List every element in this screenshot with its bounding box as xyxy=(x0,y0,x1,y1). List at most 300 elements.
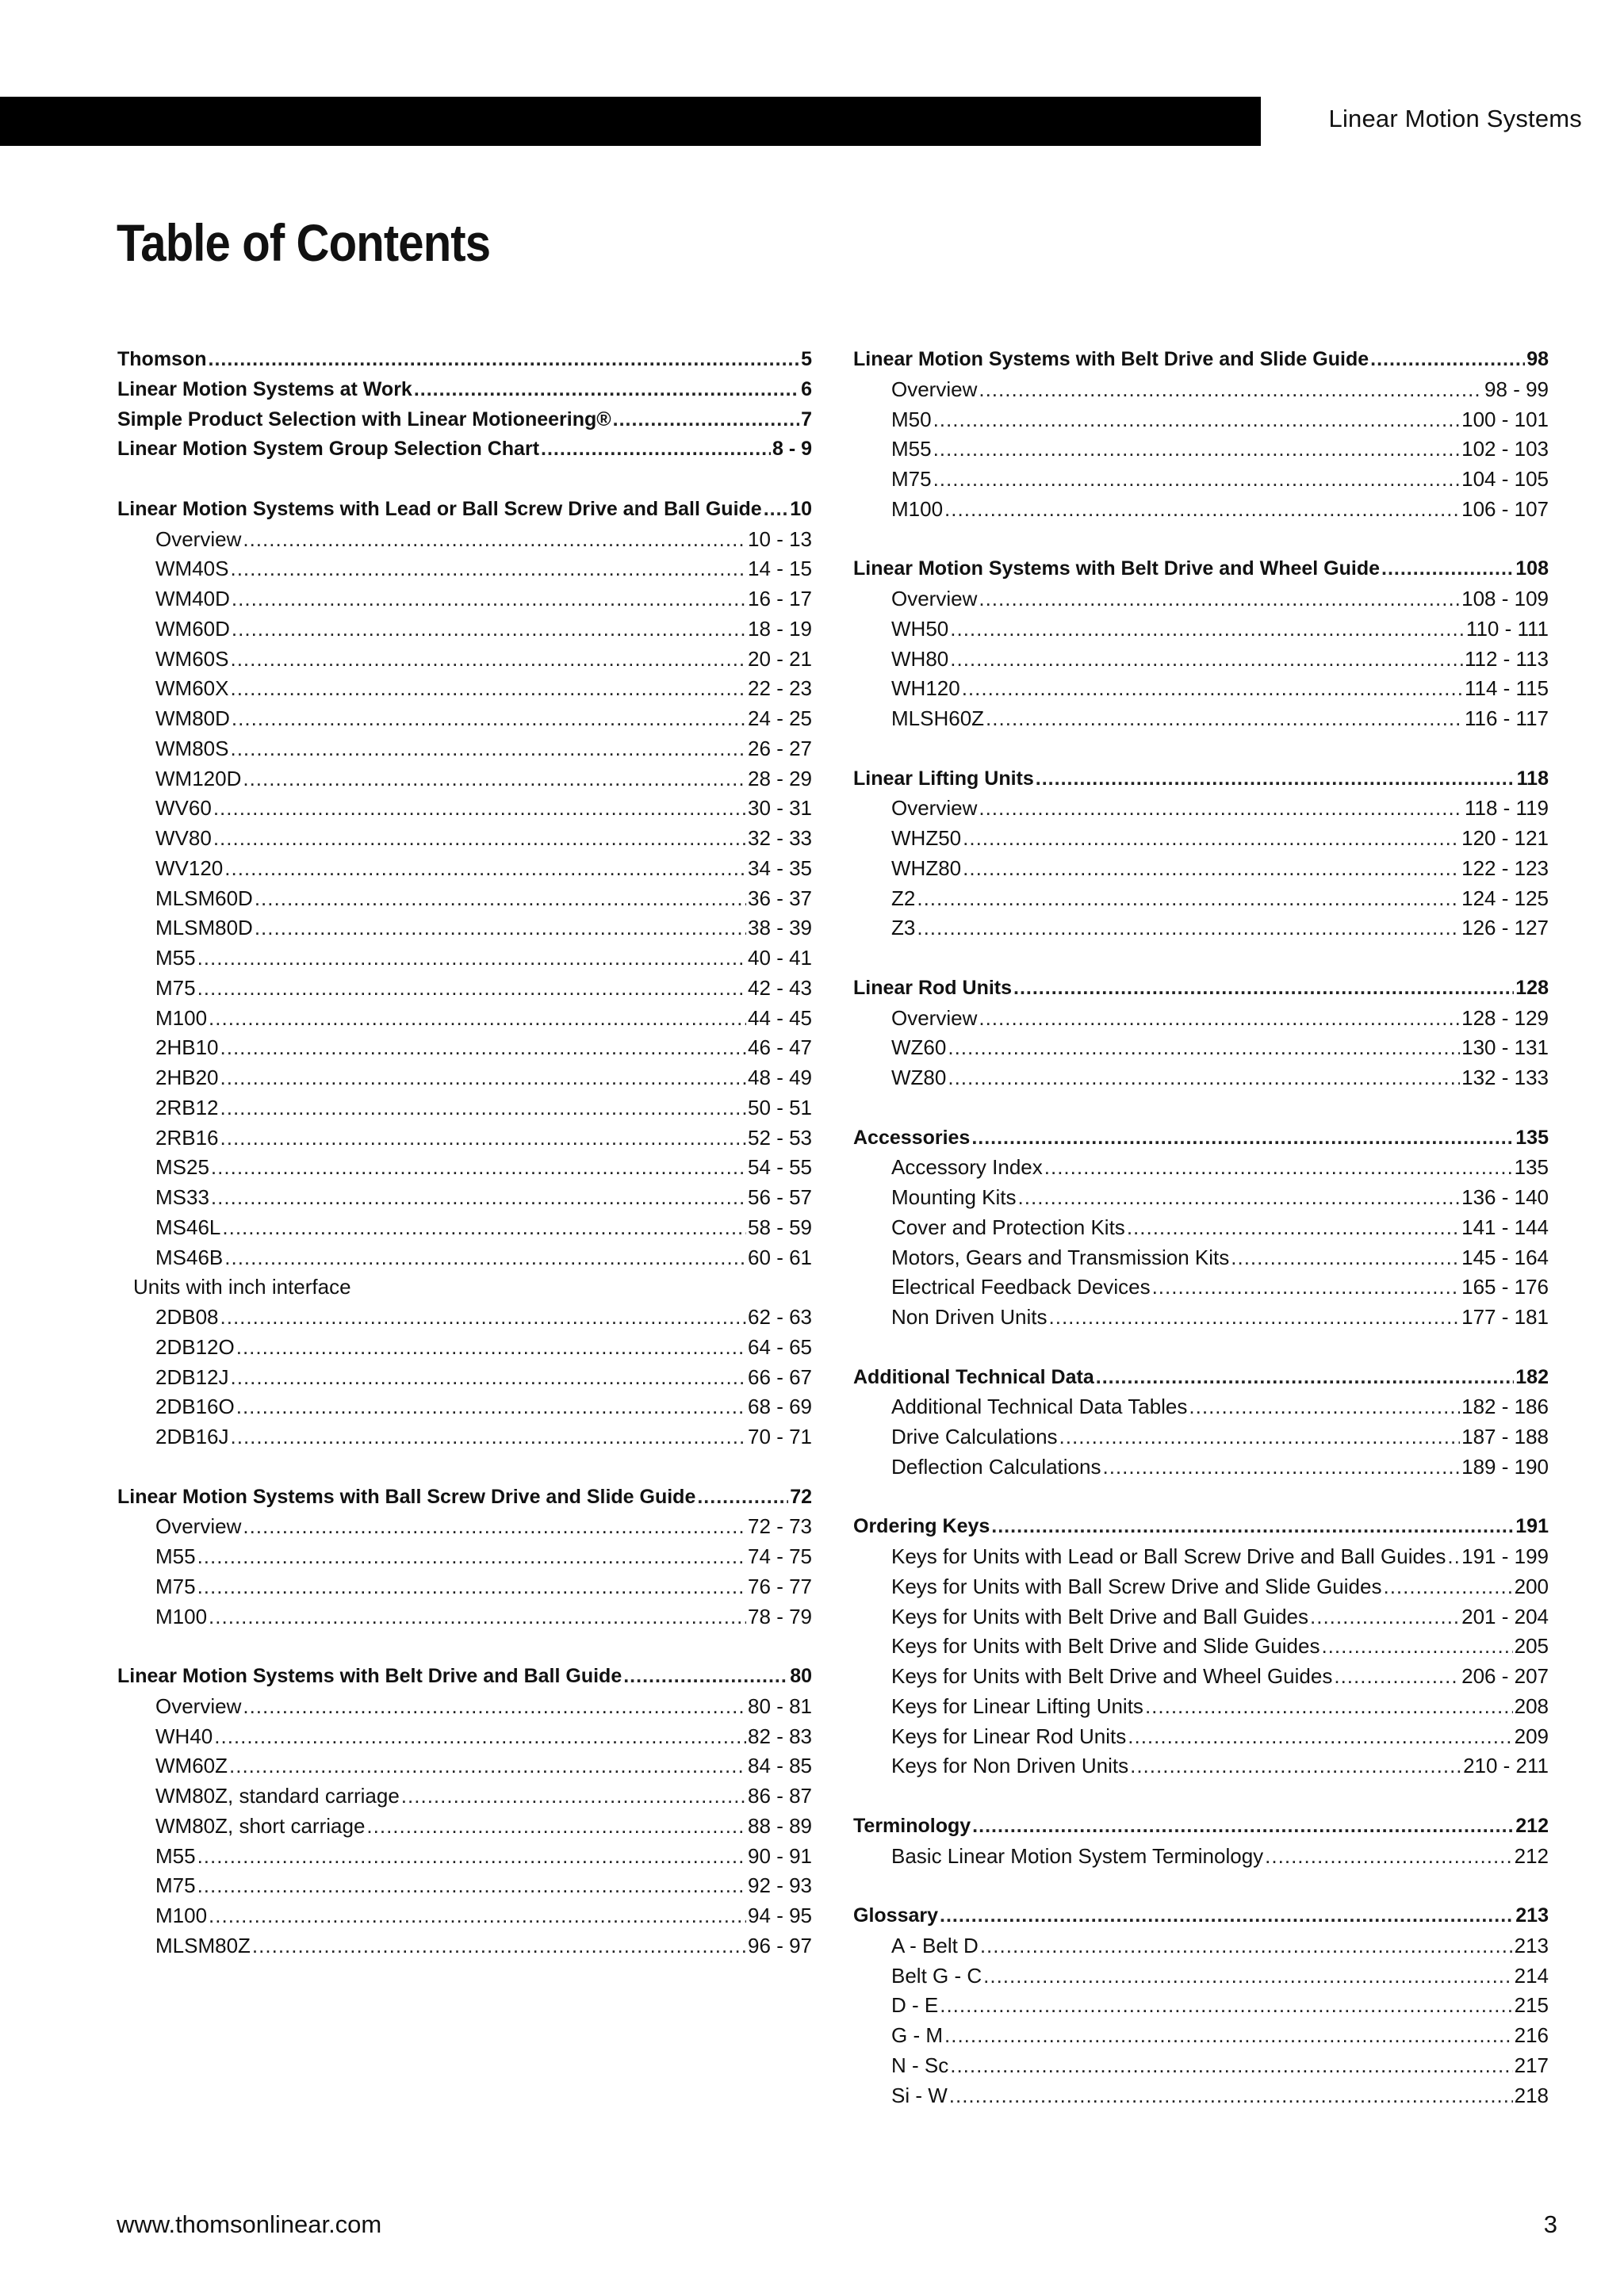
toc-entry[interactable] xyxy=(117,1303,812,1333)
toc-entry-label: MS46B xyxy=(155,1245,224,1269)
toc-page-number: 80 xyxy=(790,1665,812,1687)
toc-page-number: 136 - 140 xyxy=(1461,1185,1549,1209)
toc-entry[interactable] xyxy=(853,645,1549,675)
toc-page-number: 182 xyxy=(1515,1365,1549,1388)
toc-dot-leader xyxy=(950,2051,1512,2081)
toc-dot-leader xyxy=(944,495,1460,525)
toc-entry[interactable] xyxy=(853,1183,1549,1213)
toc-page-number: 122 - 123 xyxy=(1461,855,1549,880)
toc-spacer xyxy=(853,1093,1549,1123)
toc-dot-leader xyxy=(197,943,746,974)
toc-entry-label: M100 xyxy=(155,1604,208,1628)
toc-entry[interactable] xyxy=(117,1153,812,1183)
toc-dot-leader xyxy=(1049,1303,1461,1333)
toc-entry[interactable] xyxy=(853,1602,1549,1632)
toc-dot-leader xyxy=(220,1093,747,1123)
toc-page-number: 30 - 31 xyxy=(748,796,812,821)
toc-entry-label: M55 xyxy=(155,1544,196,1568)
toc-entry-label: Linear Motion Systems with Belt Drive and Wheel Guide xyxy=(853,557,1381,580)
toc-entry[interactable] xyxy=(853,1303,1549,1333)
toc-entry-label: MS33 xyxy=(155,1185,209,1209)
toc-entry[interactable] xyxy=(853,704,1549,734)
toc-spacer xyxy=(853,525,1549,555)
toc-page-number: 98 - 99 xyxy=(1484,377,1549,401)
toc-page-number: 209 xyxy=(1514,1724,1549,1748)
toc-dot-leader xyxy=(197,1542,746,1572)
toc-entry-label: Keys for Non Driven Units xyxy=(891,1754,1129,1778)
toc-dot-leader xyxy=(1044,1153,1513,1183)
footer-page-number: 3 xyxy=(1543,2210,1557,2238)
toc-entry-label: WH40 xyxy=(155,1724,213,1748)
toc-entry[interactable] xyxy=(853,1272,1549,1303)
toc-page-number: 120 - 121 xyxy=(1461,826,1549,850)
toc-entry[interactable] xyxy=(117,794,812,824)
toc-entry[interactable] xyxy=(117,1392,812,1422)
toc-page-number: 6 xyxy=(801,377,812,400)
toc-entry[interactable] xyxy=(117,854,812,884)
toc-dot-leader xyxy=(1383,1572,1512,1602)
toc-dot-leader xyxy=(1447,1542,1460,1572)
toc-entry[interactable] xyxy=(853,794,1549,824)
toc-dot-leader xyxy=(613,405,799,435)
toc-entry[interactable] xyxy=(853,1213,1549,1243)
toc-entry[interactable] xyxy=(117,764,812,794)
toc-dot-leader xyxy=(197,1572,746,1602)
toc-page-number: 16 - 17 xyxy=(748,587,812,610)
toc-dot-leader xyxy=(933,405,1461,435)
toc-dot-leader xyxy=(944,2021,1513,2051)
toc-page-number: 34 - 35 xyxy=(748,855,812,880)
toc-entry-label: WM40S xyxy=(155,557,229,581)
toc-entry-label: WM80Z, short carriage xyxy=(155,1813,366,1838)
toc-page-number: 213 xyxy=(1514,1933,1549,1957)
toc-heading[interactable] xyxy=(853,1512,1549,1542)
toc-entry[interactable] xyxy=(117,734,812,764)
toc-entry[interactable] xyxy=(117,1333,812,1363)
toc-page-number: 78 - 79 xyxy=(748,1604,812,1628)
toc-entry[interactable] xyxy=(117,1123,812,1154)
toc-entry-label: Linear Motion Systems with Belt Drive and Slide Guide xyxy=(853,348,1369,370)
toc-entry[interactable] xyxy=(853,1632,1549,1662)
toc-page-number: 68 - 69 xyxy=(748,1395,812,1419)
toc-entry-label: WM60S xyxy=(155,646,229,671)
toc-dot-leader xyxy=(230,645,746,675)
toc-entry-label: Linear Lifting Units xyxy=(853,767,1034,790)
toc-entry[interactable] xyxy=(117,1602,812,1632)
toc-page-number: 5 xyxy=(801,348,812,370)
toc-entry[interactable] xyxy=(117,1871,812,1901)
toc-dot-leader xyxy=(1152,1272,1461,1303)
toc-entry[interactable] xyxy=(853,1751,1549,1781)
section-title: Linear Motion Systems xyxy=(1328,105,1582,132)
toc-dot-leader xyxy=(197,974,746,1004)
toc-entry-label: Keys for Units with Lead or Ball Screw Drive and Ball Guides xyxy=(891,1544,1446,1568)
toc-dot-leader xyxy=(209,1004,746,1034)
toc-entry-label: Overview xyxy=(891,796,978,821)
toc-spacer xyxy=(853,1781,1549,1812)
toc-dot-leader xyxy=(949,2081,1513,2111)
toc-page-number: 200 xyxy=(1514,1574,1549,1598)
toc-entry[interactable] xyxy=(853,1033,1549,1063)
toc-dot-leader xyxy=(220,1123,747,1154)
toc-page-number: 22 - 23 xyxy=(748,676,812,701)
toc-dot-leader xyxy=(220,1033,747,1063)
toc-entry[interactable] xyxy=(853,1991,1549,2021)
toc-dot-leader xyxy=(414,375,799,405)
toc-page-number: 96 - 97 xyxy=(748,1933,812,1957)
toc-dot-leader xyxy=(940,1901,1514,1931)
toc-page-number: 72 - 73 xyxy=(748,1514,812,1539)
toc-heading[interactable] xyxy=(853,1363,1549,1393)
toc-page-number: 38 - 39 xyxy=(748,916,812,940)
toc-page-number: 90 - 91 xyxy=(748,1843,812,1868)
toc-entry-label: Units with inch interface xyxy=(133,1275,351,1299)
toc-page-number: 24 - 25 xyxy=(748,706,812,730)
toc-page-number: 114 - 115 xyxy=(1464,676,1549,701)
toc-heading[interactable] xyxy=(853,554,1549,584)
toc-heading[interactable] xyxy=(117,405,812,435)
toc-entry-label: A - Belt D xyxy=(891,1933,979,1957)
page-title: Table of Contents xyxy=(117,213,491,272)
toc-page-number: 210 - 211 xyxy=(1463,1754,1549,1778)
toc-heading[interactable] xyxy=(117,375,812,405)
toc-dot-leader xyxy=(1036,764,1515,794)
toc-entry-label: 2DB08 xyxy=(155,1305,219,1329)
toc-entry-label: M100 xyxy=(891,496,944,521)
toc-entry[interactable] xyxy=(117,525,812,555)
toc-heading[interactable] xyxy=(853,345,1549,375)
toc-entry[interactable] xyxy=(853,1392,1549,1422)
toc-entry-label: Deflection Calculations xyxy=(891,1454,1101,1479)
toc-dot-leader xyxy=(948,1033,1460,1063)
toc-entry-label: WZ60 xyxy=(891,1035,947,1060)
toc-entry-label: WM60Z xyxy=(155,1754,228,1778)
toc-entry[interactable] xyxy=(853,465,1549,495)
toc-entry-label: Keys for Units with Ball Screw Drive and Slide Guides xyxy=(891,1574,1382,1598)
toc-dot-leader xyxy=(979,375,1483,405)
toc-heading[interactable] xyxy=(853,1812,1549,1842)
toc-page-number: 126 - 127 xyxy=(1461,916,1549,940)
toc-heading[interactable] xyxy=(853,974,1549,1004)
toc-entry[interactable] xyxy=(117,1363,812,1393)
toc-dot-leader xyxy=(1059,1422,1461,1452)
toc-entry[interactable] xyxy=(853,434,1549,465)
toc-spacer xyxy=(853,1333,1549,1363)
toc-entry[interactable] xyxy=(117,674,812,704)
toc-dot-leader xyxy=(623,1662,788,1692)
toc-entry-label: WM60X xyxy=(155,676,229,701)
toc-entry[interactable] xyxy=(117,974,812,1004)
toc-page-number: 128 - 129 xyxy=(1461,1005,1549,1030)
toc-entry[interactable] xyxy=(117,1512,812,1542)
toc-entry-label: M55 xyxy=(155,946,196,970)
toc-page-number: 177 - 181 xyxy=(1461,1305,1549,1329)
toc-entry[interactable] xyxy=(117,1183,812,1213)
toc-entry-label: Keys for Units with Belt Drive and Slide Guides xyxy=(891,1634,1320,1659)
toc-entry-label: Z3 xyxy=(891,916,916,940)
toc-entry[interactable] xyxy=(853,1452,1549,1483)
toc-spacer xyxy=(117,465,812,495)
toc-page-number: 100 - 101 xyxy=(1461,407,1549,431)
toc-page-number: 106 - 107 xyxy=(1461,496,1549,521)
toc-page-number: 28 - 29 xyxy=(748,766,812,790)
toc-entry-label: Overview xyxy=(891,1005,978,1030)
toc-entry[interactable] xyxy=(853,2021,1549,2051)
toc-dot-leader xyxy=(1265,1842,1512,1872)
toc-entry[interactable] xyxy=(117,1004,812,1034)
toc-spacer xyxy=(117,1452,812,1483)
toc-entry-label: 2DB16O xyxy=(155,1395,235,1419)
toc-dot-leader xyxy=(541,434,771,465)
toc-dot-leader xyxy=(697,1483,788,1513)
toc-heading[interactable] xyxy=(117,1483,812,1513)
toc-page-number: 86 - 87 xyxy=(748,1784,812,1808)
toc-entry-label: WM60D xyxy=(155,616,230,641)
toc-entry[interactable] xyxy=(853,854,1549,884)
toc-entry[interactable] xyxy=(117,1542,812,1572)
toc-entry-label: Overview xyxy=(155,1514,242,1539)
toc-page-number: 7 xyxy=(801,408,812,430)
toc-page-number: 82 - 83 xyxy=(748,1724,812,1748)
toc-dot-leader xyxy=(224,854,746,884)
toc-page-number: 66 - 67 xyxy=(748,1364,812,1389)
toc-entry[interactable] xyxy=(117,1781,812,1812)
toc-entry[interactable] xyxy=(117,943,812,974)
toc-dot-leader xyxy=(948,1063,1460,1093)
toc-heading[interactable] xyxy=(117,1662,812,1692)
toc-entry[interactable] xyxy=(853,405,1549,435)
toc-entry-label: Si - W xyxy=(891,2083,948,2107)
toc-entry[interactable] xyxy=(117,614,812,645)
toc-page-number: 217 xyxy=(1514,2053,1549,2077)
toc-page-number: 208 xyxy=(1514,1693,1549,1718)
toc-page-number: 72 xyxy=(790,1485,812,1508)
toc-page-number: 64 - 65 xyxy=(748,1334,812,1359)
toc-entry-label: Overview xyxy=(891,587,978,610)
toc-dot-leader xyxy=(933,465,1461,495)
toc-entry[interactable] xyxy=(853,1153,1549,1183)
toc-page-number: 132 - 133 xyxy=(1461,1066,1549,1089)
toc-entry-label: MLSM80Z xyxy=(155,1933,251,1957)
toc-entry[interactable] xyxy=(117,1751,812,1781)
toc-dot-leader xyxy=(950,614,1465,645)
toc-entry[interactable] xyxy=(853,495,1549,525)
toc-entry-label: Additional Technical Data Tables xyxy=(891,1395,1188,1419)
toc-entry[interactable] xyxy=(117,824,812,854)
toc-dot-leader xyxy=(213,824,746,854)
toc-entry[interactable] xyxy=(853,584,1549,614)
toc-page-number: 10 xyxy=(790,497,812,520)
toc-page-number: 124 - 125 xyxy=(1461,886,1549,910)
toc-page-number: 62 - 63 xyxy=(748,1305,812,1329)
toc-entry[interactable] xyxy=(117,554,812,584)
toc-entry[interactable] xyxy=(117,1931,812,1961)
toc-entry[interactable] xyxy=(853,375,1549,405)
toc-entry-label: Belt G - C xyxy=(891,1963,982,1988)
toc-dot-leader xyxy=(211,1153,746,1183)
toc-entry-label: MS25 xyxy=(155,1155,209,1180)
toc-dot-leader xyxy=(230,734,746,764)
toc-entry[interactable] xyxy=(117,1063,812,1093)
toc-entry[interactable] xyxy=(853,1572,1549,1602)
toc-dot-leader xyxy=(972,1812,1514,1842)
toc-page-number: 212 xyxy=(1514,1843,1549,1868)
toc-entry[interactable] xyxy=(853,1692,1549,1722)
toc-heading[interactable] xyxy=(853,1123,1549,1154)
toc-dot-leader xyxy=(209,345,800,375)
toc-dot-leader xyxy=(1145,1692,1513,1722)
toc-entry-label: Linear Motion Systems with Belt Drive and Ball Guide xyxy=(117,1665,622,1687)
toc-dot-leader xyxy=(933,434,1461,465)
toc-dot-leader xyxy=(1321,1632,1512,1662)
toc-entry[interactable] xyxy=(117,884,812,914)
toc-entry-label: WV120 xyxy=(155,855,224,880)
toc-dot-leader xyxy=(1013,974,1514,1004)
toc-dot-leader xyxy=(229,1751,746,1781)
toc-page-number: 191 - 199 xyxy=(1461,1544,1549,1568)
toc-entry[interactable] xyxy=(117,1422,812,1452)
toc-page-number: 110 - 111 xyxy=(1465,616,1549,641)
toc-entry-label: M55 xyxy=(891,437,932,461)
toc-entry[interactable] xyxy=(853,1004,1549,1034)
toc-page-number: 10 - 13 xyxy=(748,526,812,551)
header-black-bar xyxy=(0,97,1261,146)
toc-page-number: 165 - 176 xyxy=(1461,1275,1549,1299)
toc-entry-label: WHZ80 xyxy=(891,855,962,880)
toc-page-number: 40 - 41 xyxy=(748,946,812,970)
toc-entry[interactable] xyxy=(853,2051,1549,2081)
toc-heading[interactable] xyxy=(853,1901,1549,1931)
toc-dot-leader xyxy=(232,614,746,645)
toc-entry[interactable] xyxy=(117,1692,812,1722)
toc-entry-label: 2RB12 xyxy=(155,1095,219,1119)
toc-entry[interactable] xyxy=(117,1093,812,1123)
toc-spacer xyxy=(853,1483,1549,1513)
toc-entry-label: M55 xyxy=(155,1843,196,1868)
toc-dot-leader xyxy=(764,495,788,525)
toc-page-number: 191 xyxy=(1515,1515,1549,1538)
toc-page-number: 92 - 93 xyxy=(748,1873,812,1898)
toc-entry[interactable] xyxy=(117,1033,812,1063)
toc-entry[interactable] xyxy=(853,1842,1549,1872)
toc-entry-label: 2DB12J xyxy=(155,1364,229,1389)
toc-entry-label: Z2 xyxy=(891,886,916,910)
toc-page-number: 74 - 75 xyxy=(748,1544,812,1568)
toc-entry-label: Drive Calculations xyxy=(891,1425,1058,1448)
toc-entry[interactable] xyxy=(117,1842,812,1872)
toc-entry[interactable] xyxy=(117,1572,812,1602)
toc-heading[interactable] xyxy=(853,764,1549,794)
toc-dot-leader xyxy=(243,1692,746,1722)
toc-dot-leader xyxy=(209,1901,746,1931)
toc-entry[interactable] xyxy=(117,645,812,675)
toc-entry-label: 2DB16J xyxy=(155,1425,229,1448)
toc-entry[interactable] xyxy=(117,1722,812,1752)
toc-page-number: 102 - 103 xyxy=(1461,437,1549,461)
toc-entry[interactable] xyxy=(117,584,812,614)
toc-entry[interactable] xyxy=(117,913,812,943)
toc-dot-leader xyxy=(255,913,746,943)
toc-entry[interactable] xyxy=(853,1662,1549,1692)
toc-dot-leader xyxy=(231,1363,747,1393)
toc-entry[interactable] xyxy=(853,1063,1549,1093)
toc-entry[interactable] xyxy=(117,1901,812,1931)
toc-entry-label: Linear Rod Units xyxy=(853,976,1013,999)
toc-entry-label: Accessory Index xyxy=(891,1155,1043,1180)
toc-entry-label: WH80 xyxy=(891,646,949,671)
toc-dot-leader xyxy=(366,1812,746,1842)
toc-heading[interactable] xyxy=(117,345,812,375)
toc-entry-label: MS46L xyxy=(155,1215,221,1239)
toc-entry[interactable] xyxy=(853,884,1549,914)
toc-dot-leader xyxy=(940,1991,1512,2021)
toc-entry-label: Keys for Linear Lifting Units xyxy=(891,1693,1143,1718)
toc-dot-leader xyxy=(962,674,1463,704)
toc-dot-leader xyxy=(979,584,1460,614)
toc-dot-leader xyxy=(983,1961,1512,1992)
toc-entry[interactable] xyxy=(853,1722,1549,1752)
toc-entry[interactable] xyxy=(853,2081,1549,2111)
toc-entry-label: 2HB20 xyxy=(155,1066,219,1089)
toc-entry[interactable] xyxy=(117,1243,812,1273)
toc-entry-label: 2DB12O xyxy=(155,1334,235,1359)
toc-right-column xyxy=(853,345,1549,2110)
toc-heading[interactable] xyxy=(117,434,812,465)
toc-dot-leader xyxy=(230,554,746,584)
toc-dot-leader xyxy=(1231,1243,1460,1273)
toc-entry[interactable] xyxy=(853,1931,1549,1961)
toc-entry[interactable] xyxy=(117,1213,812,1243)
toc-dot-leader xyxy=(401,1781,746,1812)
toc-page-number: 212 xyxy=(1515,1814,1549,1837)
toc-entry[interactable] xyxy=(117,1812,812,1842)
toc-entry-label: Keys for Units with Belt Drive and Ball Guides xyxy=(891,1604,1308,1628)
toc-entry-label: Additional Technical Data xyxy=(853,1365,1094,1388)
toc-left-column xyxy=(117,345,812,1961)
toc-page-number: 42 - 43 xyxy=(748,975,812,1000)
toc-entry-label: WM120D xyxy=(155,766,242,790)
toc-entry[interactable] xyxy=(853,913,1549,943)
toc-page-number: 201 - 204 xyxy=(1461,1604,1549,1628)
toc-heading[interactable] xyxy=(117,495,812,525)
toc-spacer xyxy=(853,734,1549,764)
toc-entry[interactable] xyxy=(117,704,812,734)
toc-entry-label: Overview xyxy=(155,1693,242,1718)
toc-page-number: 14 - 15 xyxy=(748,557,812,581)
toc-page-number: 215 xyxy=(1514,1993,1549,2018)
toc-dot-leader xyxy=(1334,1662,1460,1692)
toc-entry[interactable] xyxy=(853,1243,1549,1273)
toc-subgroup-label[interactable] xyxy=(117,1272,812,1303)
toc-page-number: 36 - 37 xyxy=(748,886,812,910)
toc-page-number: 135 xyxy=(1514,1155,1549,1180)
toc-entry-label: Ordering Keys xyxy=(853,1515,990,1538)
toc-page-number: 54 - 55 xyxy=(748,1155,812,1180)
toc-entry-label: N - Sc xyxy=(891,2053,949,2077)
toc-page-number: 128 xyxy=(1515,976,1549,999)
toc-page-number: 58 - 59 xyxy=(748,1215,812,1239)
toc-entry[interactable] xyxy=(853,1542,1549,1572)
toc-entry[interactable] xyxy=(853,824,1549,854)
toc-entry-label: 2HB10 xyxy=(155,1035,219,1060)
toc-page-number: 20 - 21 xyxy=(748,646,812,671)
toc-entry[interactable] xyxy=(853,614,1549,645)
toc-dot-leader xyxy=(224,1243,746,1273)
toc-entry[interactable] xyxy=(853,674,1549,704)
toc-entry[interactable] xyxy=(853,1422,1549,1452)
toc-entry[interactable] xyxy=(853,1961,1549,1992)
toc-dot-leader xyxy=(1096,1363,1515,1393)
